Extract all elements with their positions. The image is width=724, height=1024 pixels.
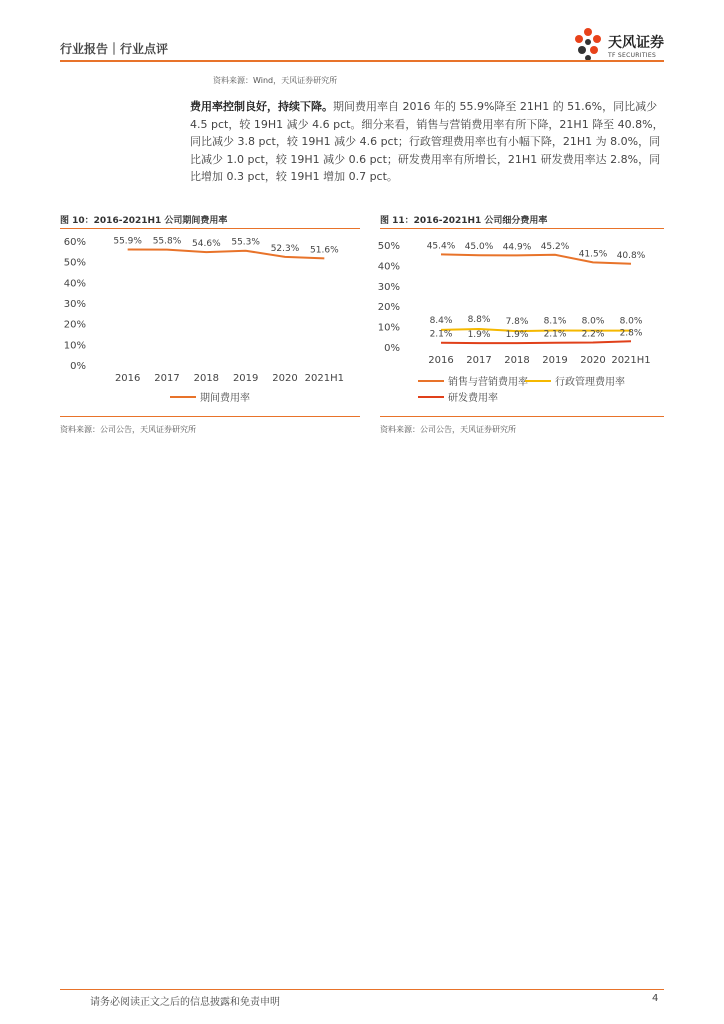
page-number: 4 (652, 993, 659, 1004)
data-label: 2.2% (581, 329, 605, 340)
figure-11-chart (377, 229, 664, 414)
data-label: 45.0% (464, 242, 494, 253)
x-tick-label: 2019 (232, 373, 259, 384)
paragraph-lead: 费用率控制良好，持续下降。 (190, 100, 333, 113)
data-label: 8.4% (429, 315, 453, 326)
figure-10-title: 图 10：2016-2021H1 公司期间费用率 (60, 216, 228, 226)
logo-name: 天风证券 (608, 35, 664, 51)
data-label: 45.2% (540, 241, 570, 252)
y-tick-label: 30% (377, 281, 400, 293)
data-label: 55.9% (113, 236, 142, 247)
data-label: 40.8% (616, 250, 646, 261)
x-tick-label: 2019 (542, 355, 568, 366)
paragraph-body: 期间费用率自 2016 年的 55.9%降至 21H1 的 51.6%，同比减少 4.5 pct，较 19H1 减少 4.6 pct。细分来看，销售与营销费用率有所下降，21H1 降至 40.8%，同比减少 3.8 pct，较 19H1 减少 4.6 pct；行政管理费用率也有小幅下降，21H1 为 8.0%，同比减少 1.0 pct，较 19H1 减少 0.6 pct；研发费用率有所增长，21H1 研发费用率达 2.8%，同比增加 0.3 pct，较 19H1 增加 0.7 pct。 (190, 100, 664, 184)
y-tick-label: 20% (63, 319, 86, 331)
data-label: 2.1% (429, 329, 453, 340)
figure-11-bottom-rule (380, 416, 664, 417)
y-tick-label: 10% (63, 340, 86, 352)
legend-label: 研发费用率 (448, 393, 498, 404)
y-tick-label: 0% (384, 343, 400, 354)
figure-10-bottom-rule (60, 416, 360, 417)
figure-11-title: 图 11：2016-2021H1 公司细分费用率 (380, 216, 548, 226)
body-paragraph (190, 98, 666, 186)
y-tick-label: 10% (377, 322, 400, 334)
data-label: 55.8% (152, 236, 182, 247)
x-tick-label: 2016 (114, 373, 141, 384)
series-line (441, 341, 631, 343)
legend-label: 行政管理费用率 (555, 377, 625, 388)
data-label: 7.8% (505, 317, 529, 328)
source-note-top: 资料来源：Wind，天风证券研究所 (213, 76, 338, 85)
data-label: 2.8% (619, 328, 643, 339)
data-label: 51.6% (310, 245, 339, 256)
y-tick-label: 0% (70, 361, 86, 372)
legend-label: 销售与营销费用率 (448, 377, 528, 388)
figure-11-source: 资料来源：公司公告，天风证券研究所 (380, 425, 516, 434)
x-tick-label: 2017 (154, 373, 180, 384)
footer-disclaimer: 请务必阅读正文之后的信息披露和免责申明 (90, 997, 280, 1008)
logo-subtitle: TF SECURITIES (608, 52, 657, 59)
x-tick-label: 2021H1 (611, 355, 651, 366)
y-tick-label: 20% (377, 302, 400, 314)
y-tick-label: 50% (63, 257, 86, 269)
x-tick-label: 2020 (580, 355, 606, 366)
data-label: 45.4% (426, 241, 456, 252)
figure-10-source: 资料来源：公司公告，天风证券研究所 (60, 425, 196, 434)
data-label: 1.9% (467, 330, 491, 341)
footer-rule (60, 989, 664, 990)
data-label: 1.9% (505, 330, 529, 341)
data-label: 8.0% (619, 316, 643, 327)
data-label: 41.5% (578, 249, 608, 260)
data-label: 55.3% (231, 237, 260, 248)
x-tick-label: 2018 (504, 355, 530, 366)
x-tick-label: 2016 (428, 355, 454, 366)
y-tick-label: 50% (377, 241, 400, 252)
x-tick-label: 2021H1 (304, 373, 345, 384)
y-tick-label: 60% (63, 237, 86, 248)
figure-10-chart (60, 229, 360, 414)
legend-label: 期间费用率 (200, 393, 250, 404)
report-breadcrumb: 行业报告｜行业点评 (60, 42, 169, 56)
y-tick-label: 40% (377, 261, 400, 273)
header-rule (60, 60, 664, 62)
data-label: 8.8% (467, 315, 491, 326)
data-label: 44.9% (502, 242, 532, 253)
data-label: 52.3% (270, 243, 300, 254)
data-label: 8.1% (543, 316, 567, 327)
x-tick-label: 2020 (272, 373, 298, 384)
data-label: 8.0% (581, 316, 605, 327)
x-tick-label: 2018 (193, 373, 220, 384)
data-label: 2.1% (543, 329, 567, 340)
data-label: 54.6% (192, 239, 221, 250)
x-tick-label: 2017 (466, 355, 492, 366)
y-tick-label: 40% (63, 278, 86, 290)
y-tick-label: 30% (63, 299, 86, 310)
